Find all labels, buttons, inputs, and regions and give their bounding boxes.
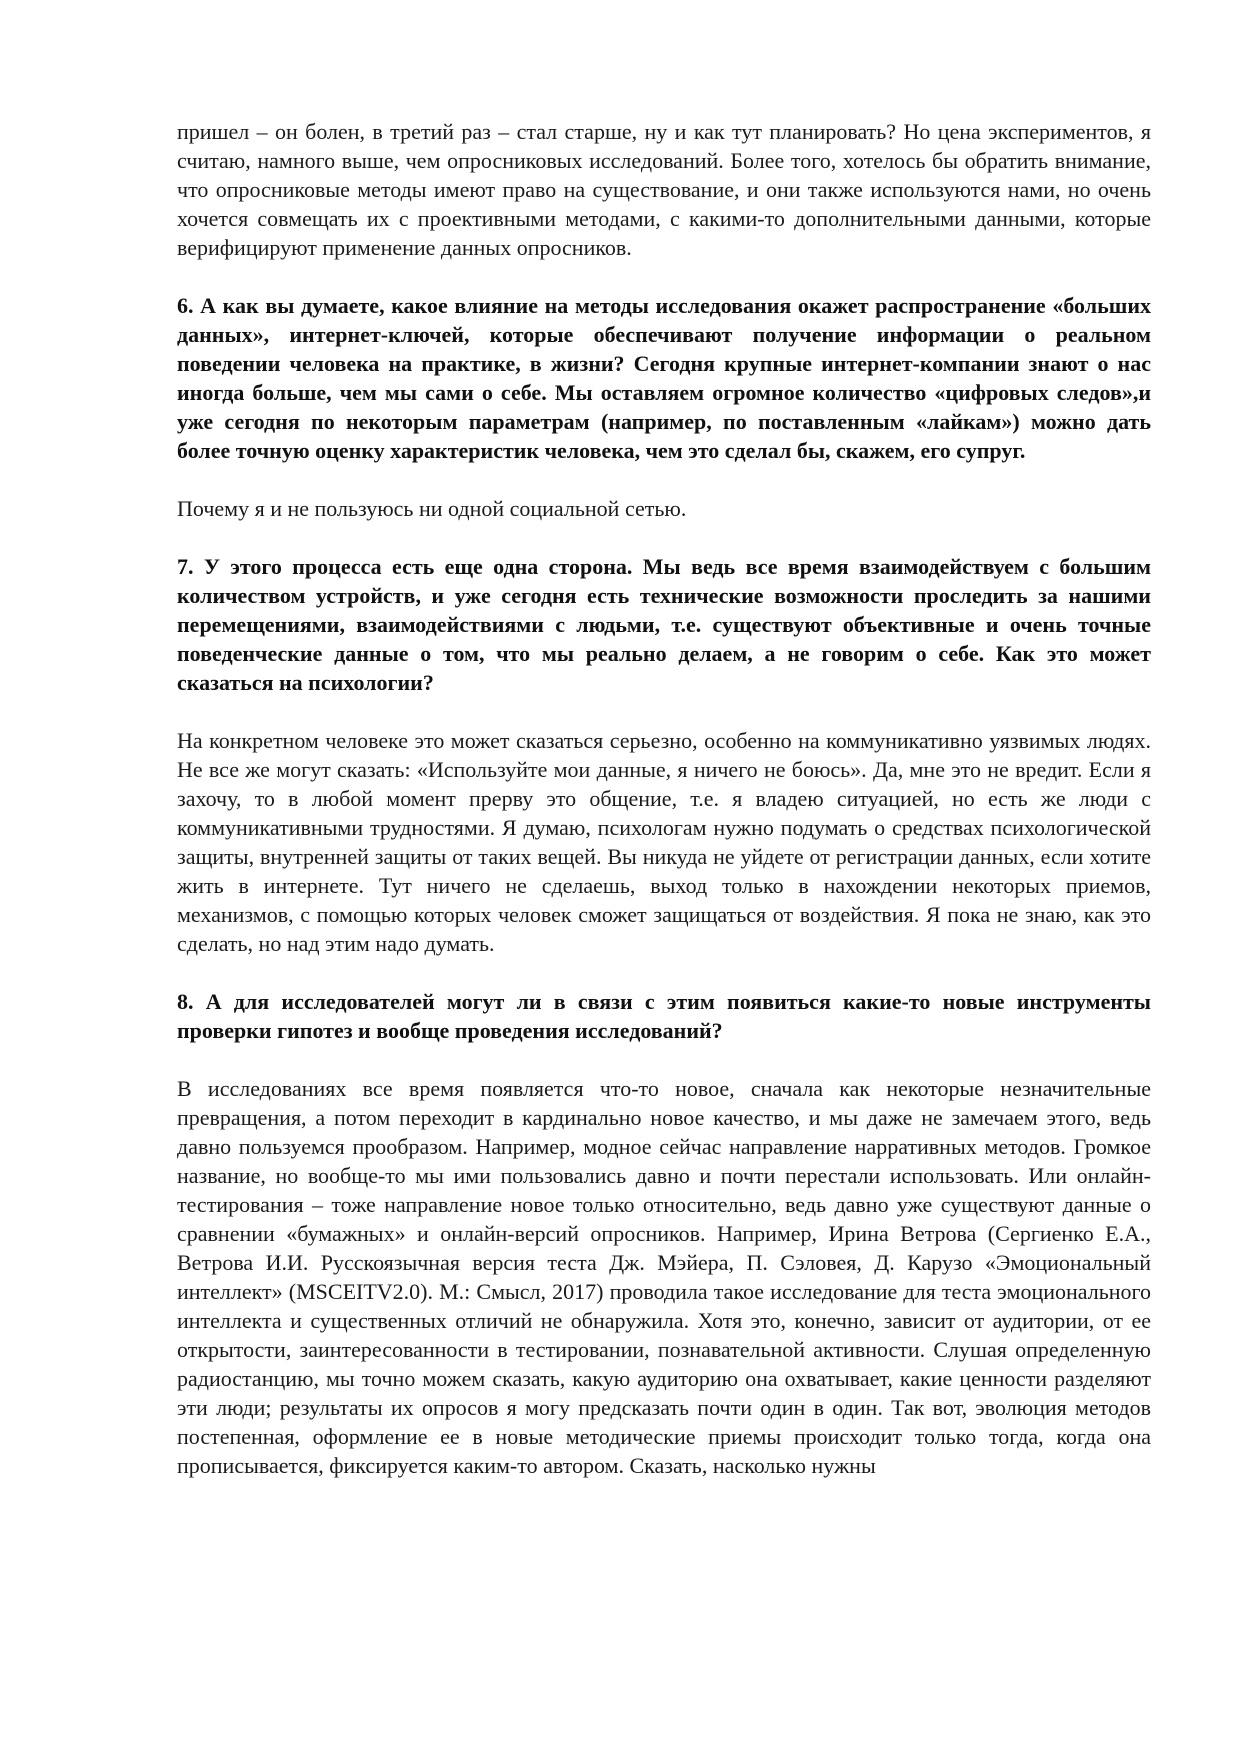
answer-8: В исследованиях все время появляется что-то новое, сначала как некоторые незначительные превращения, а потом переходит в кардинально новое качество, и мы даже не замечаем этого, ведь давно пользуемся прообразом. Например, модное сейчас направление нарративных методов. Громкое название, но вообще-то мы ими пользовались давно и почти перестали использовать. Или онлайн-тестирования – тоже направление новое только относительно, ведь давно уже существуют данные о сравнении «бумажных» и онлайн-версий опросников. Например, Ирина Ветрова (Сергиенко Е.А., Ветрова И.И. Русскоязычная версия теста Дж. Мэйера, П. Сэловея, Д. Карузо «Эмоциональный интеллект» (MSCEITV2.0). М.: Смысл, 2017) проводила такое исследование для теста эмоционального интеллекта и существенных отличий не обнаружила. Хотя это, конечно, зависит от аудитории, от ее открытости, заинтересованности в тестировании, познавательной активности. Слушая определенную радиостанцию, мы точно можем сказать, какую аудиторию она охватывает, какие ценности разделяют эти люди; результаты их опросов я могу предсказать почти один в один. Так вот, эволюция методов постепенная, оформление ее в новые методические приемы происходит только тогда, когда она прописывается, фиксируется каким-то автором. Сказать, насколько нужны [177,1076,1151,1478]
answer-6: Почему я и не пользуюсь ни одной социальной сетью. [177,496,687,521]
answer-7: На конкретном человеке это может сказаться серьезно, особенно на коммуникативно уязвимых людях. Не все же могут сказать: «Используйте мои данные, я ничего не боюсь». Да, мне это не вредит. Если я захочу, то в любой момент прерву это общение, т.е. я владею ситуацией, но есть же люди с коммуникативными трудностями. Я думаю, психологам нужно подумать о средствах психологической защиты, внутренней защиты от таких вещей. Вы никуда не уйдете от регистрации данных, если хотите жить в интернете. Тут ничего не сделаешь, выход только в нахождении некоторых приемов, механизмов, с помощью которых человек сможет защищаться от воздействия. Я пока не знаю, как это сделать, но над этим надо думать. [177,728,1151,956]
page-content [177,117,1151,1509]
question-8: 8. А для исследователей могут ли в связи с этим появиться какие-то новые инструменты проверки гипотез и вообще проведения исследований? [177,989,1151,1043]
question-6: 6. А как вы думаете, какое влияние на методы исследования окажет распространение «больших данных», интернет-ключей, которые обеспечивают получение информации о реальном поведении человека на практике, в жизни? Сегодня крупные интернет-компании знают о нас иногда больше, чем мы сами о себе. Мы оставляем огромное количество «цифровых следов»,и уже сегодня по некоторым параметрам (например, по поставленным «лайкам») можно дать более точную оценку характеристик человека, чем это сделал бы, скажем, его супруг. [177,293,1151,463]
answer-paragraph-continued: пришел – он болен, в третий раз – стал старше, ну и как тут планировать? Но цена экспериментов, я считаю, намного выше, чем опросниковых исследований. Более того, хотелось бы обратить внимание, что опросниковые методы имеют право на существование, и они также используются нами, но очень хочется совмещать их с проективными методами, с какими-то дополнительными данными, которые верифицируют применение данных опросников. [177,119,1151,260]
question-7: 7. У этого процесса есть еще одна сторона. Мы ведь все время взаимодействуем с большим количеством устройств, и уже сегодня есть технические возможности проследить за нашими перемещениями, взаимодействиями с людьми, т.е. существуют объективные и очень точные поведенческие данные о том, что мы реально делаем, а не говорим о себе. Как это может сказаться на психологии? [177,554,1151,695]
